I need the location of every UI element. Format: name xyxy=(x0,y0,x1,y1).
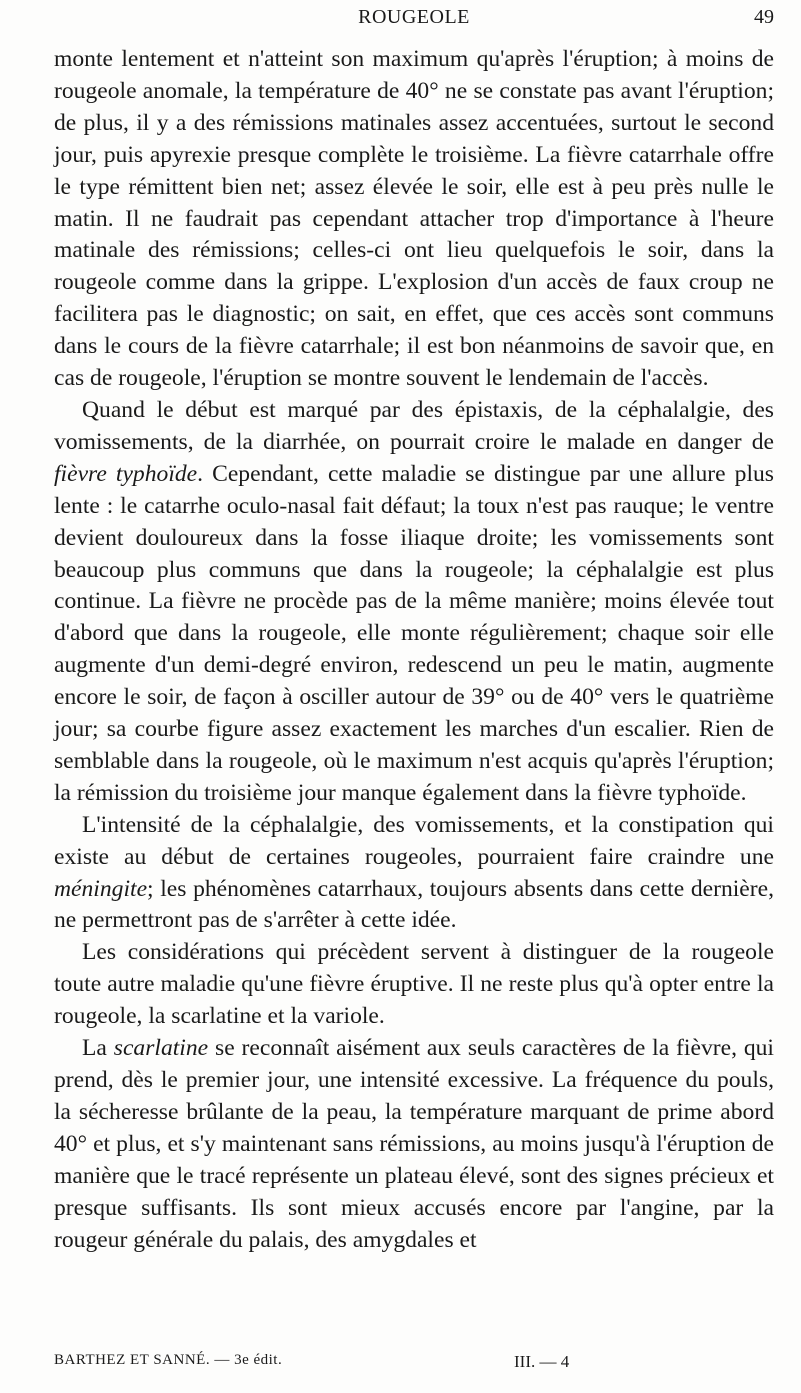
text-run: Les considérations qui précèdent servent à distinguer de la rougeole toute autre maladie qu'une fièvre éruptive. Il ne reste plus qu'à opter entre la rougeole, la scarlatine et la variole. xyxy=(54,939,774,1030)
page-footer xyxy=(54,1352,774,1378)
body-text xyxy=(54,44,774,1256)
paragraph xyxy=(54,810,774,938)
text-run: ; les phénomènes catarrhaux, toujours absents dans cette dernière, ne permettront pas de s'arrêter à cette idée. xyxy=(54,875,774,934)
paragraph xyxy=(54,395,774,810)
page-number: 49 xyxy=(754,6,774,28)
text-run: La xyxy=(82,1035,114,1062)
text-run: . Cependant, cette maladie se distingue par une allure plus lente : le catarrhe oculo-nasal fait défaut; la toux n'est pas rauque; le ventre devient douloureux dans la fosse iliaque droite; les vomissements sont beaucoup plus communs que dans la rougeole; la céphalalgie est plus continue. La fièvre ne procède pas de la même manière; moins élevée tout d'abord que dans la rougeole, elle monte régulièrement; chaque soir elle augmente d'un demi-degré environ, redescend un peu le matin, augmente encore le soir, de façon à osciller autour de 39° ou de 40° vers le quatrième jour; sa courbe figure assez exactement les marches d'un escalier. Rien de semblable dans la rougeole, où le maximum n'est acquis qu'après l'éruption; la rémission du troisième jour manque également dans la fièvre typhoïde. xyxy=(54,460,774,806)
paragraph xyxy=(54,1033,774,1256)
paragraph xyxy=(54,937,774,1033)
text-run: Quand le début est marqué par des épistaxis, de la céphalalgie, des vomissements, de la diarrhée, on pourrait croire le malade en danger de xyxy=(54,396,774,455)
printer-signature: BARTHEZ ET SANNÉ. — 3e édit. xyxy=(54,1352,283,1368)
signature-mark: III. — 4 xyxy=(514,1352,570,1371)
italic-term: fièvre typhoïde xyxy=(54,460,198,487)
italic-term: scarlatine xyxy=(113,1035,209,1062)
paragraph xyxy=(54,44,774,395)
page-header xyxy=(54,6,774,36)
text-run: L'intensité de la céphalalgie, des vomissements, et la constipation qui existe au début de certaines rougeoles, pourraient faire craindre une xyxy=(54,811,774,870)
italic-term: méningite xyxy=(54,875,148,902)
running-head: ROUGEOLE xyxy=(358,6,470,28)
text-run: se reconnaît aisément aux seuls caractères de la fièvre, qui prend, dès le premier jour, une intensité excessive. La fréquence du pouls, la sécheresse brûlante de la peau, la température marquant de prime abord 40° et plus, et s'y maintenant sans rémissions, au moins jusqu'à l'éruption de manière que le tracé représente un plateau élevé, sont des signes précieux et presque suffisants. Ils sont mieux accusés encore par l'angine, par la rougeur générale du palais, des amygdales et xyxy=(54,1035,774,1253)
text-run: monte lentement et n'atteint son maximum qu'après l'éruption; à moins de rougeole anomale, la température de 40° ne se constate pas avant l'éruption; de plus, il y a des rémissions matinales assez accentuées, surtout le second jour, puis apyrexie presque complète le troisième. La fièvre catarrhale offre le type rémittent bien net; assez élevée le soir, elle est à peu près nulle le matin. Il ne faudrait pas cependant attacher trop d'importance à l'heure matinale des rémissions; celles-ci ont lieu quelquefois le soir, dans la rougeole comme dans la grippe. L'explosion d'un accès de faux croup ne facilitera pas le diagnostic; on sait, en effet, que ces accès sont communs dans le cours de la fièvre catarrhale; il est bon néanmoins de savoir que, en cas de rougeole, l'éruption se montre souvent le lendemain de l'accès. xyxy=(54,46,774,392)
